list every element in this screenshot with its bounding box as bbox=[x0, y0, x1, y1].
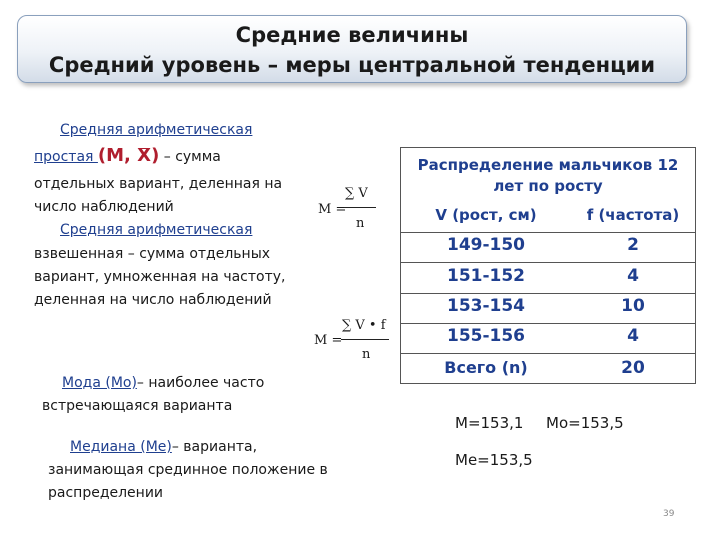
mode-term: Мода (Мо) bbox=[62, 375, 137, 391]
overbar bbox=[139, 148, 150, 149]
formula-weighted-numerator: ∑ V • f bbox=[342, 318, 386, 333]
mean-symbol-close: ) bbox=[151, 145, 160, 166]
mode-line1 bbox=[62, 374, 264, 392]
fraction-line bbox=[341, 339, 389, 340]
median-term: Медиана (Ме) bbox=[70, 439, 172, 455]
arith-simple-def: – сумма bbox=[159, 149, 221, 165]
slide-subtitle: Средний уровень – меры центральной тенденции bbox=[48, 53, 656, 77]
arith-weighted-term: Средняя арифметическая bbox=[60, 222, 253, 238]
table-cell-f: 4 bbox=[627, 326, 639, 346]
page-number: 39 bbox=[663, 509, 675, 519]
formula-weighted bbox=[314, 318, 394, 363]
mean-symbol-x bbox=[137, 147, 151, 165]
median-line1 bbox=[70, 438, 257, 456]
arith-simple-line2 bbox=[34, 147, 221, 166]
arith-weighted-line4: деленная на число наблюдений bbox=[34, 292, 272, 308]
column-header-f: f (частота) bbox=[586, 206, 680, 224]
mode-def: – наиболее часто bbox=[136, 375, 265, 391]
formula-simple-denominator: n bbox=[356, 216, 365, 231]
arith-simple-term-2: простая bbox=[34, 149, 98, 165]
formula-weighted-denominator: n bbox=[362, 347, 371, 362]
arith-weighted-line2: взвешенная – сумма отдельных bbox=[34, 246, 271, 262]
slide-title: Средние величины bbox=[235, 23, 469, 47]
arith-simple-line3: отдельных вариант, деленная на bbox=[34, 176, 283, 192]
median-def: – варианта, bbox=[171, 439, 258, 455]
table-caption-line1: Распределение мальчиков 12 bbox=[417, 156, 679, 174]
table-divider bbox=[401, 293, 695, 294]
arith-weighted-line3: вариант, умноженная на частоту, bbox=[34, 269, 286, 285]
mean-symbol-x-letter: Х bbox=[137, 145, 152, 166]
table-cell-f: 2 bbox=[627, 235, 639, 255]
mean-result: М=153,1 bbox=[455, 414, 524, 432]
table-cell-f: 10 bbox=[621, 296, 645, 316]
arith-simple-line4: число наблюдений bbox=[34, 199, 174, 215]
formula-weighted-lhs: M = bbox=[314, 333, 343, 348]
mean-symbol bbox=[98, 145, 159, 166]
table-divider bbox=[401, 262, 695, 263]
mean-symbol-m: (М, bbox=[97, 145, 138, 166]
table-cell-v: 153-154 bbox=[446, 296, 526, 316]
table-cell-f: 4 bbox=[627, 266, 639, 286]
median-result: Ме=153,5 bbox=[455, 451, 533, 469]
formula-simple-lhs: M = bbox=[318, 202, 347, 217]
table-divider bbox=[401, 353, 695, 354]
title-box bbox=[17, 15, 687, 83]
distribution-table bbox=[400, 147, 696, 384]
table-cell-v: Всего (n) bbox=[444, 358, 528, 377]
formula-simple bbox=[318, 185, 378, 230]
median-line2: занимающая срединное положение в bbox=[48, 462, 328, 478]
arith-simple-term: Средняя арифметическая bbox=[60, 122, 253, 138]
fraction-line bbox=[344, 207, 376, 208]
median-line3: распределении bbox=[48, 485, 164, 501]
formula-simple-numerator: ∑ V bbox=[345, 186, 368, 201]
table-cell-v: 149-150 bbox=[446, 235, 526, 255]
table-cell-f: 20 bbox=[621, 358, 645, 378]
table-cell-v: 151-152 bbox=[446, 266, 526, 286]
mode-line2: встречающаяся варианта bbox=[42, 398, 233, 414]
table-divider bbox=[401, 323, 695, 324]
table-divider bbox=[401, 232, 695, 233]
column-header-v: V (рост, см) bbox=[435, 206, 537, 224]
table-cell-v: 155-156 bbox=[446, 326, 526, 346]
mode-result: Мо=153,5 bbox=[546, 414, 624, 432]
table-caption-line2: лет по росту bbox=[493, 177, 603, 195]
